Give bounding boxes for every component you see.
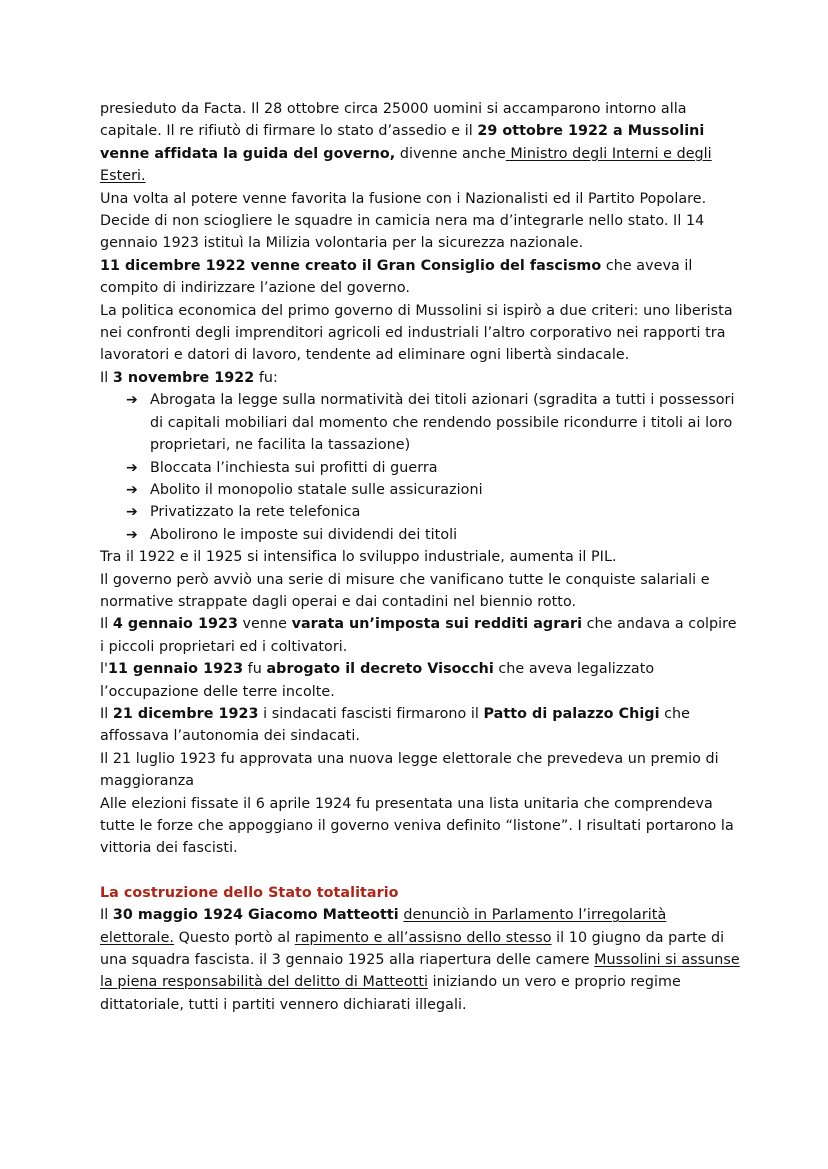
text: Questo portò al <box>174 929 295 946</box>
paragraph-21-dicembre <box>100 703 740 748</box>
bold-text: 3 novembre 1922 <box>112 369 255 386</box>
list-item-text: Abrogata la legge sulla normatività dei titoli azionari (sgradita a tutti i possessori di capitali mobiliari dal momento che rendendo possibile ricondurre i titoli ai loro proprietari, ne facilita la tassazione) <box>150 392 735 454</box>
text: l' <box>100 661 109 678</box>
bold-text: 11 gennaio 1923 <box>108 661 244 678</box>
text: Il <box>100 616 113 633</box>
text: Il <box>100 705 113 722</box>
text: divenne anche <box>395 145 506 162</box>
text: che aveva il compito di indirizzare l’azione del governo. <box>100 257 693 297</box>
text: fu: <box>254 369 278 386</box>
list-item-text: Abolirono le imposte sui dividendi dei titoli <box>150 526 458 543</box>
document-page <box>100 98 740 1016</box>
bold-text: 4 gennaio 1923 <box>112 616 238 633</box>
bold-text: 30 maggio 1924 Giacomo Matteotti <box>112 907 399 924</box>
text: i sindacati fascisti firmarono il <box>258 705 484 722</box>
text: il 10 giugno da parte di una squadra fascista. il 3 gennaio 1925 alla riapertura delle camere <box>100 929 725 969</box>
paragraph-facta <box>100 98 740 188</box>
text: iniziando un vero e proprio regime dittatoriale, tutti i partiti vennero dichiarati illegali. <box>100 974 681 1013</box>
text: che andava a colpire i piccoli proprietari ed i coltivatori. <box>100 616 737 655</box>
paragraph-pil: Tra il 1922 e il 1925 si intensifica lo sviluppo industriale, aumenta il PIL. <box>100 549 617 566</box>
underlined-text: denunciò in Parlamento l’irregolarità elettorale. <box>100 907 667 946</box>
underlined-text: Mussolini si assunse la piena responsabilità del delitto di Matteotti <box>100 952 740 991</box>
measures-list <box>100 389 740 546</box>
text: fu <box>243 661 267 678</box>
list-item <box>126 501 740 523</box>
underlined-text: rapimento e all’assisno dello stesso <box>294 929 552 946</box>
paragraph-3-novembre <box>100 367 740 389</box>
list-item <box>126 457 740 479</box>
arrow-right-icon: ➔ <box>126 459 138 476</box>
paragraph-power: Una volta al potere venne favorita la fusione con i Nazionalisti ed il Partito Popolare. Decide di non sciogliere le squadre in camicia nera ma d’integrarle nello stato. Il 14 gennaio 1923 istituì la Milizia volontaria per la sicurezza nazionale. <box>100 190 707 252</box>
list-item-text: Privatizzato la rete telefonica <box>150 504 361 521</box>
arrow-right-icon: ➔ <box>126 392 138 409</box>
paragraph-4-gennaio <box>100 613 740 658</box>
text: Il <box>100 907 113 924</box>
paragraph-legge-elettorale: Il 21 luglio 1923 fu approvata una nuova legge elettorale che prevedeva un premio di maggioranza <box>100 750 719 790</box>
arrow-right-icon: ➔ <box>126 481 138 498</box>
bold-text: 21 dicembre 1923 <box>112 705 259 722</box>
arrow-right-icon: ➔ <box>126 526 138 543</box>
list-item <box>126 479 740 501</box>
underlined-text: Ministro degli Interni e degli Esteri. <box>100 145 712 185</box>
paragraph-gran-consiglio <box>100 255 740 300</box>
list-item <box>126 524 740 546</box>
text: venne <box>237 616 292 633</box>
list-item-text: Abolito il monopolio statale sulle assicurazioni <box>150 481 483 498</box>
bold-text: abrogato il decreto Visocchi <box>266 661 494 678</box>
text: che aveva legalizzato l’occupazione delle terre incolte. <box>100 661 655 700</box>
arrow-right-icon: ➔ <box>126 504 138 521</box>
paragraph-elezioni: Alle elezioni fissate il 6 aprile 1924 fu presentata una lista unitaria che comprendeva tutte le forze che appoggiano il governo veniva definito “listone”. I risultati portarono la vittoria dei fascisti. <box>100 795 734 857</box>
text: presieduto da Facta. Il 28 ottobre circa 25000 uomini si accamparono intorno alla capitale. Il re rifiutò di firmare lo stato d’assedio e il <box>100 101 687 140</box>
paragraph-misure: Il governo però avviò una serie di misure che vanificano tutte le conquiste salariali e normative strappate dagli operai e dai contadini nel biennio rotto. <box>100 571 710 610</box>
list-item <box>126 389 740 456</box>
paragraph-11-gennaio <box>100 658 740 703</box>
text: che affossava l’autonomia dei sindacati. <box>100 705 690 745</box>
bold-text: varata un’imposta sui redditi agrari <box>291 616 583 633</box>
paragraph-economy: La politica economica del primo governo di Mussolini si ispirò a due criteri: uno liberista nei confronti degli imprenditori agricoli ed industriali l’altro corporativo nei rapporti tra lavoratori e datori di lavoro, tendente ad eliminare ogni libertà sindacale. <box>100 302 733 364</box>
bold-text: Patto di palazzo Chigi <box>483 705 660 722</box>
section-title: La costruzione dello Stato totalitario <box>100 884 399 901</box>
text: Il <box>100 369 113 386</box>
bold-text: 11 dicembre 1922 venne creato il Gran Consiglio del fascismo <box>100 257 602 274</box>
list-item-text: Bloccata l’inchiesta sui profitti di guerra <box>150 459 438 476</box>
paragraph-matteotti <box>100 904 740 1016</box>
bold-text: 29 ottobre 1922 a Mussolini venne affidata la guida del governo, <box>100 123 705 162</box>
